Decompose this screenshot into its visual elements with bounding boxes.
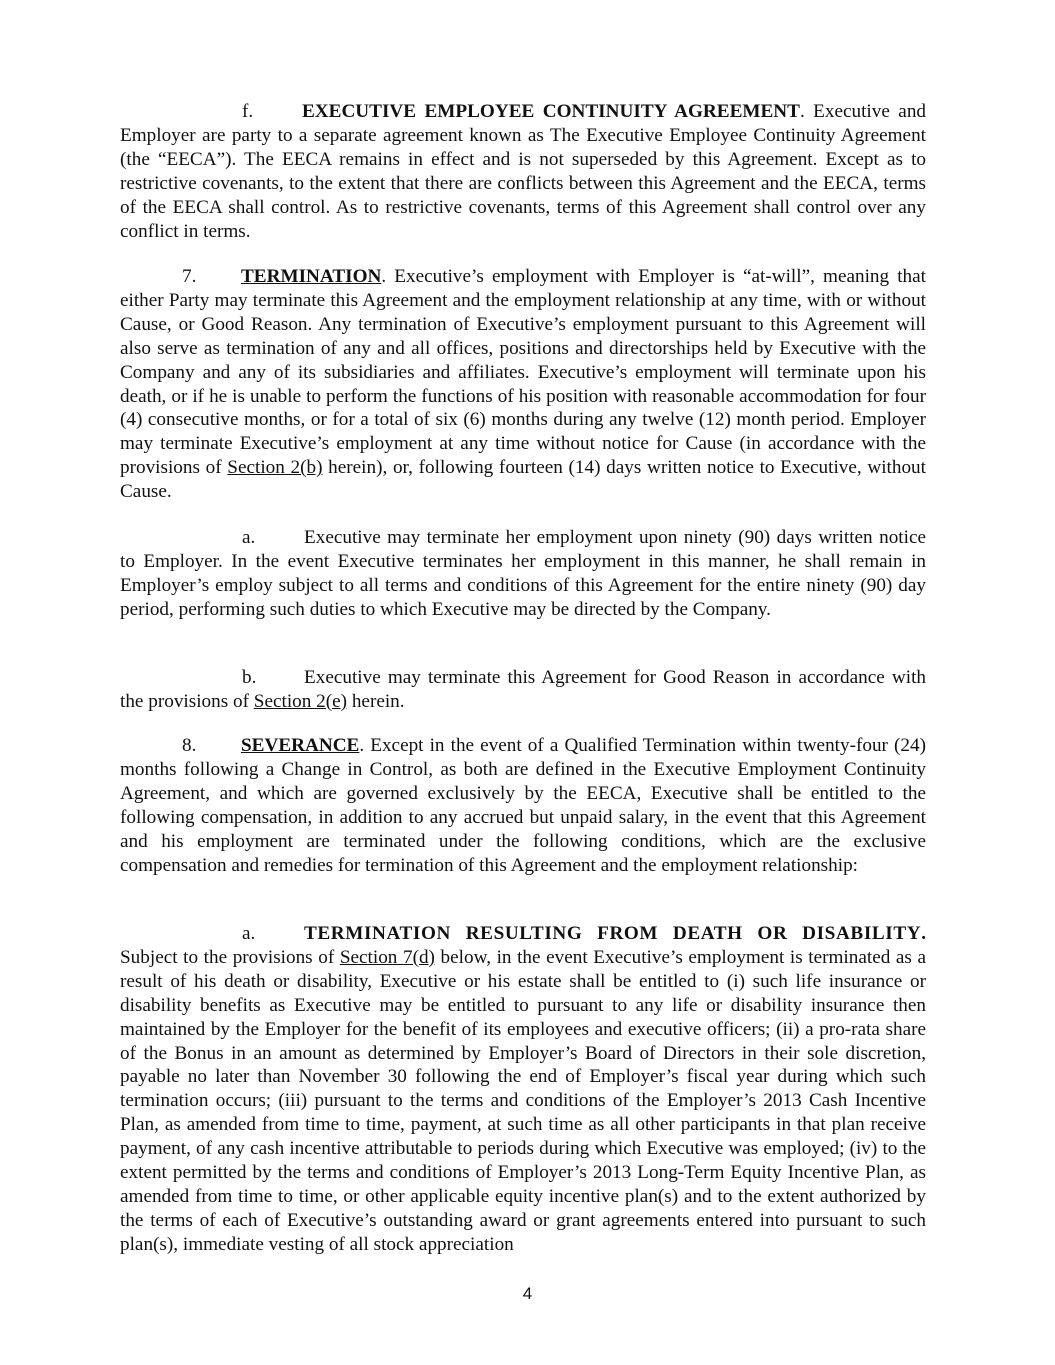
section-text: Executive may terminate this Agreement for Good Reason in accordance with the provisions of — [120, 667, 926, 712]
section-text: Subject to the provisions of — [120, 946, 340, 968]
section-7-paragraph — [120, 265, 926, 504]
section-number: b. — [242, 667, 257, 688]
section-text: Executive may terminate her employment upon ninety (90) days written notice to Employer. In the event Executive terminates her employment in this manner, he shall remain in Employer’s employ subject to all terms and conditions of this Agreement for the entire ninety (90) day period, performing such duties to which Executive may be directed by the Company. — [120, 527, 926, 620]
section-text: . Executive and Employer are party to a separate agreement known as The Executive Employee Continuity Agreement (the “EECA”). The EECA remains in effect and is not superseded by this Agreement. Except as to restrictive covenants, to the extent that there are conflicts between this Agreement and the EECA, terms of the EECA shall control. As to restrictive covenants, terms of this Agreement shall control over any conflict in terms. — [120, 101, 927, 242]
section-heading: TERMINATION RESULTING FROM DEATH OR DISABILITY — [304, 923, 922, 944]
section-reference-link: Section 2(e) — [253, 690, 348, 712]
section-heading: EXECUTIVE EMPLOYEE CONTINUITY AGREEMENT — [302, 101, 800, 122]
section-number: a. — [242, 923, 256, 944]
section-8-paragraph — [120, 734, 926, 877]
section-heading-suffix: . — [921, 923, 926, 944]
section-number: f. — [242, 101, 254, 122]
section-number: a. — [242, 527, 256, 548]
section-text-continued: herein. — [347, 690, 405, 712]
section-heading: TERMINATION — [241, 266, 382, 287]
section-heading: SEVERANCE — [241, 735, 360, 756]
section-text-continued: herein), or, following fourteen (14) days written notice to Executive, without Cause. — [120, 457, 926, 503]
section-number: 8. — [182, 735, 197, 756]
section-text: . Executive’s employment with Employer is “at-will”, meaning that either Party may terminate this Agreement and the employment relationship at any time, with or without Cause, or Good Reason. Any termination of Executive’s employment pursuant to this Agreement will also serve as termination of any and all offices, positions and directorships held by Executive with the Company and any of its subsidiaries and affiliates. Executive’s employment will terminate upon his death, or if he is unable to perform the functions of his position with reasonable accommodation for four (4) consecutive months, or for a total of six (6) months during any twelve (12) month period. Employer may terminate Executive’s employment at any time without notice for Cause (in accordance with the provisions of — [120, 266, 926, 479]
section-reference-link: Section 2(b) — [227, 457, 323, 479]
section-7b-paragraph — [120, 666, 926, 714]
section-f-paragraph — [120, 100, 926, 243]
section-reference-link: Section 7(d) — [339, 946, 435, 968]
section-text: . Except in the event of a Qualified Termination within twenty-four (24) months following a Change in Control, as both are defined in the Executive Employment Continuity Agreement, and which are governed exclusively by the EECA, Executive shall be entitled to the following compensation, in addition to any accrued but unpaid salary, in the event that this Agreement and his employment are terminated under the following conditions, which are the exclusive compensation and remedies for termination of this Agreement and the employment relationship: — [120, 735, 926, 876]
section-8a-paragraph — [120, 922, 926, 1257]
section-number: 7. — [182, 266, 197, 287]
section-7a-paragraph — [120, 526, 926, 622]
section-text-continued: below, in the event Executive’s employment is terminated as a result of his death or disability, Executive or his estate shall be entitled to (i) such life insurance or disability benefits as Executive may be entitled to pursuant to any life or disability insurance then maintained by the Employer for the benefit of its employees and executive officers; (ii) a pro-rata share of the Bonus in an amount as determined by Employer’s Board of Directors in their sole discretion, payable no later than November 30 following the end of Employer’s fiscal year during which such termination occurs; (iii) pursuant to the terms and conditions of the Employer’s 2013 Cash Incentive Plan, as amended from time to time, payment, at such time as all other participants in that plan receive payment, of any cash incentive attributable to periods during which Executive was employed; (iv) to the extent permitted by the terms and conditions of Employer’s 2013 Long-Term Equity Incentive Plan, as amended from time to time, or other applicable equity incentive plan(s) and to the extent authorized by the terms of each of Executive’s outstanding award or grant agreements entered into pursuant to such plan(s), immediate vesting of all stock appreciation — [120, 946, 926, 1255]
page-number: 4 — [522, 1284, 533, 1303]
